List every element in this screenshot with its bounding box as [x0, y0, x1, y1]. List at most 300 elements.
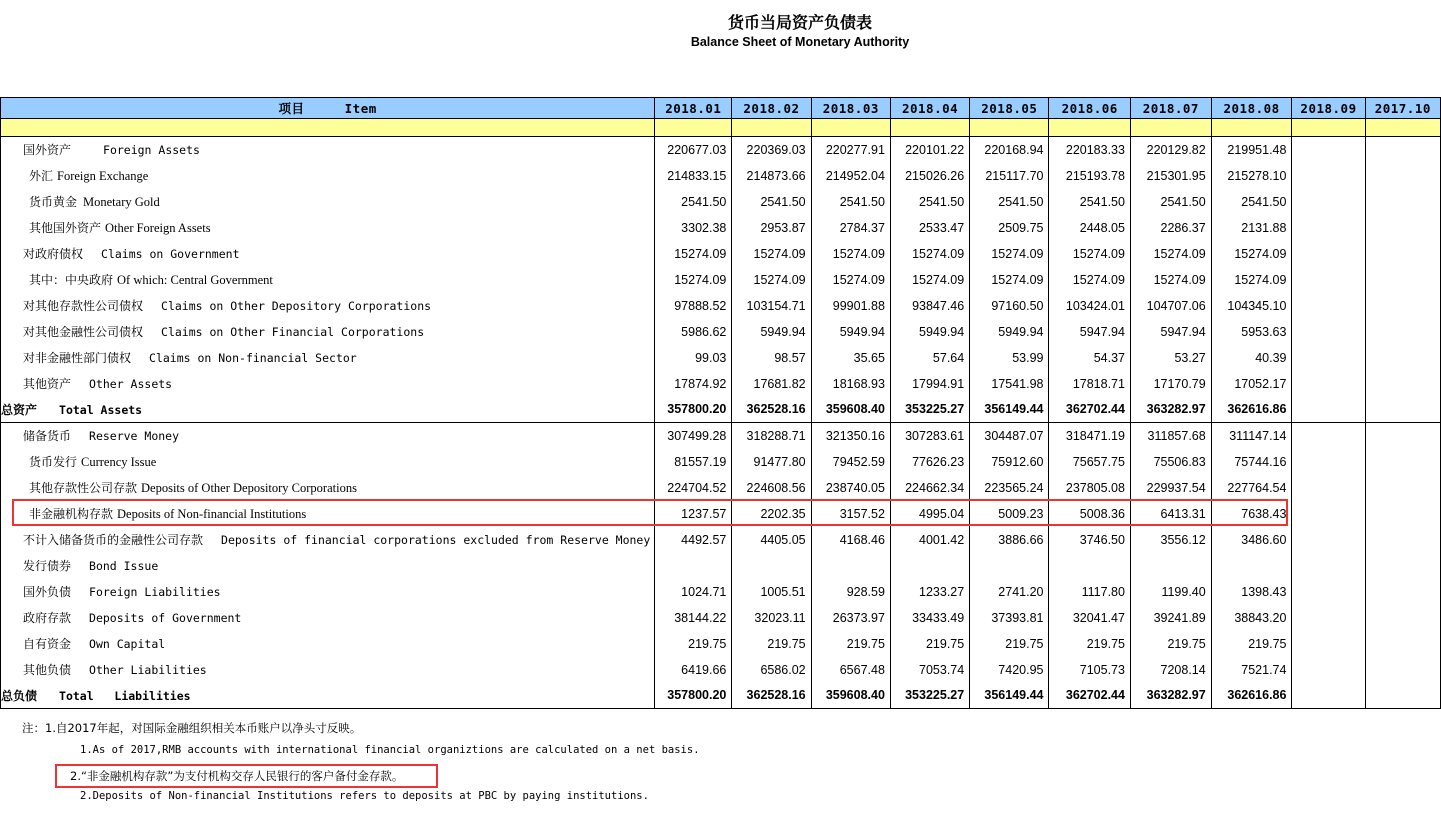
cell-value	[1292, 215, 1365, 241]
row-label-en: Claims on Non-financial Sector	[149, 351, 357, 365]
cell-value	[970, 553, 1049, 579]
cell-value: 237805.08	[1049, 475, 1130, 501]
balance-sheet-table	[0, 97, 1441, 709]
cell-value	[1292, 397, 1365, 423]
cell-value	[1292, 345, 1365, 371]
row-label	[1, 189, 655, 215]
cell-value: 17818.71	[1049, 371, 1130, 397]
cell-value: 220129.82	[1130, 137, 1211, 163]
cell-value: 79452.59	[811, 449, 890, 475]
cell-value: 38843.20	[1211, 605, 1292, 631]
row-label-en: Claims on Other Financial Corporations	[161, 325, 425, 339]
cell-value: 2533.47	[890, 215, 969, 241]
cell-value: 4492.57	[655, 527, 732, 553]
cell-value	[1365, 319, 1440, 345]
cell-value: 32041.47	[1049, 605, 1130, 631]
cell-value	[1292, 449, 1365, 475]
row-label-en: Total Assets	[59, 402, 143, 417]
cell-value: 75657.75	[1049, 449, 1130, 475]
cell-value: 215278.10	[1211, 163, 1292, 189]
cell-value: 2741.20	[970, 579, 1049, 605]
cell-value	[1365, 371, 1440, 397]
cell-value: 4168.46	[811, 527, 890, 553]
cell-value: 97160.50	[970, 293, 1049, 319]
cell-value	[1365, 215, 1440, 241]
cell-value	[1292, 605, 1365, 631]
cell-value	[1211, 553, 1292, 579]
table-row	[1, 683, 1441, 709]
cell-value: 2541.50	[732, 189, 811, 215]
item-header-en: Item	[344, 101, 377, 116]
cell-value: 2131.88	[1211, 215, 1292, 241]
cell-value: 2784.37	[811, 215, 890, 241]
cell-value	[1365, 163, 1440, 189]
cell-value: 15274.09	[1130, 241, 1211, 267]
cell-value: 2541.50	[811, 189, 890, 215]
cell-value: 2509.75	[970, 215, 1049, 241]
cell-value	[1365, 241, 1440, 267]
cell-value	[1365, 189, 1440, 215]
cell-value: 103154.71	[732, 293, 811, 319]
cell-value: 214833.15	[655, 163, 732, 189]
table-row	[1, 579, 1441, 605]
row-label-zh: 总负债	[1, 688, 38, 703]
cell-value: 357800.20	[655, 683, 732, 709]
cell-value: 38144.22	[655, 605, 732, 631]
cell-value	[1365, 449, 1440, 475]
cell-value: 220369.03	[732, 137, 811, 163]
cell-value: 307499.28	[655, 423, 732, 449]
cell-value: 2953.87	[732, 215, 811, 241]
cell-value: 6419.66	[655, 657, 732, 683]
cell-value	[1365, 579, 1440, 605]
row-label-en: Claims on Government	[101, 247, 240, 261]
cell-value	[1365, 345, 1440, 371]
cell-value: 318471.19	[1049, 423, 1130, 449]
cell-value	[1365, 293, 1440, 319]
cell-value: 363282.97	[1130, 683, 1211, 709]
cell-value: 928.59	[811, 579, 890, 605]
cell-value	[1365, 137, 1440, 163]
page-title-en: Balance Sheet of Monetary Authority	[690, 35, 910, 49]
cell-value: 227764.54	[1211, 475, 1292, 501]
cell-value: 304487.07	[970, 423, 1049, 449]
page-title-zh: 货币当局资产负债表	[727, 13, 872, 32]
cell-value: 219.75	[732, 631, 811, 657]
row-label-en: Claims on Other Depository Corporations	[161, 299, 432, 313]
cell-value: 229937.54	[1130, 475, 1211, 501]
cell-value	[1292, 631, 1365, 657]
cell-value: 75506.83	[1130, 449, 1211, 475]
row-label	[1, 267, 655, 293]
cell-value: 5949.94	[811, 319, 890, 345]
cell-value: 362528.16	[732, 683, 811, 709]
yellow-band-row	[1, 119, 1441, 137]
cell-value: 53.27	[1130, 345, 1211, 371]
table-row	[1, 397, 1441, 423]
cell-value: 1233.27	[890, 579, 969, 605]
cell-value: 318288.71	[732, 423, 811, 449]
cell-value	[1292, 189, 1365, 215]
row-label-zh: 其他负债	[23, 663, 72, 677]
cell-value: 15274.09	[890, 267, 969, 293]
table-header-row	[1, 98, 1441, 119]
cell-value	[1365, 605, 1440, 631]
cell-value	[732, 553, 811, 579]
cell-value	[1292, 371, 1365, 397]
cell-value	[1292, 163, 1365, 189]
table-row	[1, 631, 1441, 657]
column-header-item	[1, 98, 655, 119]
cell-value: 15274.09	[890, 241, 969, 267]
table-row	[1, 293, 1441, 319]
cell-value: 311857.68	[1130, 423, 1211, 449]
cell-value: 15274.09	[655, 241, 732, 267]
cell-value	[1365, 553, 1440, 579]
row-label	[1, 423, 655, 449]
cell-value	[1292, 501, 1365, 527]
cell-value: 215026.26	[890, 163, 969, 189]
row-label-zh: 其他国外资产	[29, 221, 102, 235]
cell-value	[1365, 423, 1440, 449]
cell-value: 359608.40	[811, 397, 890, 423]
cell-value: 219.75	[655, 631, 732, 657]
cell-value: 219.75	[811, 631, 890, 657]
cell-value: 214873.66	[732, 163, 811, 189]
item-header-zh: 项目	[278, 101, 305, 116]
cell-value: 224704.52	[655, 475, 732, 501]
row-label	[1, 501, 655, 527]
row-label-zh: 其他资产	[23, 377, 72, 391]
cell-value: 6567.48	[811, 657, 890, 683]
note-1-en: 1.As of 2017,RMB accounts with international financial organiztions are calculated on a net basis.	[80, 744, 700, 756]
cell-value: 356149.44	[970, 683, 1049, 709]
cell-value: 2448.05	[1049, 215, 1130, 241]
row-label	[1, 241, 655, 267]
row-label-en: Foreign Exchange	[57, 169, 149, 183]
cell-value: 215117.70	[970, 163, 1049, 189]
cell-value	[1365, 683, 1440, 709]
cell-value	[1365, 527, 1440, 553]
cell-value: 17994.91	[890, 371, 969, 397]
cell-value: 5949.94	[970, 319, 1049, 345]
row-label	[1, 553, 655, 579]
cell-value: 3886.66	[970, 527, 1049, 553]
cell-value: 219951.48	[1211, 137, 1292, 163]
cell-value: 40.39	[1211, 345, 1292, 371]
cell-value	[1365, 631, 1440, 657]
cell-value: 17681.82	[732, 371, 811, 397]
cell-value: 75912.60	[970, 449, 1049, 475]
cell-value: 3486.60	[1211, 527, 1292, 553]
row-label	[1, 579, 655, 605]
cell-value: 7208.14	[1130, 657, 1211, 683]
cell-value: 7420.95	[970, 657, 1049, 683]
table-row	[1, 345, 1441, 371]
cell-value	[1292, 527, 1365, 553]
row-label-zh: 对其他存款性公司债权	[23, 299, 144, 313]
cell-value: 18168.93	[811, 371, 890, 397]
cell-value	[1365, 267, 1440, 293]
cell-value	[890, 553, 969, 579]
column-header-month: 2018.08	[1211, 98, 1292, 119]
cell-value: 53.99	[970, 345, 1049, 371]
cell-value: 215301.95	[1130, 163, 1211, 189]
row-label	[1, 215, 655, 241]
cell-value: 311147.14	[1211, 423, 1292, 449]
cell-value: 97888.52	[655, 293, 732, 319]
cell-value: 15274.09	[1130, 267, 1211, 293]
column-header-month: 2017.10	[1365, 98, 1440, 119]
cell-value	[1365, 657, 1440, 683]
cell-value: 214952.04	[811, 163, 890, 189]
row-label-zh: 对其他金融性公司债权	[23, 325, 144, 339]
cell-value	[655, 553, 732, 579]
cell-value: 356149.44	[970, 397, 1049, 423]
cell-value: 2541.50	[970, 189, 1049, 215]
cell-value: 91477.80	[732, 449, 811, 475]
cell-value: 33433.49	[890, 605, 969, 631]
cell-value: 7521.74	[1211, 657, 1292, 683]
cell-value	[1292, 293, 1365, 319]
table-row	[1, 605, 1441, 631]
row-label-zh: 货币黄金	[29, 195, 78, 209]
table-row	[1, 449, 1441, 475]
cell-value: 1117.80	[1049, 579, 1130, 605]
cell-value: 99901.88	[811, 293, 890, 319]
row-label-zh: 货币发行	[29, 455, 78, 469]
cell-value: 35.65	[811, 345, 890, 371]
cell-value: 5949.94	[890, 319, 969, 345]
cell-value: 363282.97	[1130, 397, 1211, 423]
cell-value: 362616.86	[1211, 683, 1292, 709]
row-label	[1, 527, 655, 553]
column-header-month: 2018.07	[1130, 98, 1211, 119]
table-row	[1, 371, 1441, 397]
cell-value	[1292, 579, 1365, 605]
row-label	[1, 683, 655, 709]
cell-value: 362702.44	[1049, 397, 1130, 423]
row-label	[1, 345, 655, 371]
cell-value: 2286.37	[1130, 215, 1211, 241]
cell-value: 99.03	[655, 345, 732, 371]
cell-value: 307283.61	[890, 423, 969, 449]
row-label-zh: 总资产	[1, 402, 38, 417]
cell-value: 357800.20	[655, 397, 732, 423]
cell-value: 219.75	[1049, 631, 1130, 657]
cell-value: 220101.22	[890, 137, 969, 163]
cell-value: 6586.02	[732, 657, 811, 683]
cell-value: 7053.74	[890, 657, 969, 683]
cell-value	[1292, 553, 1365, 579]
row-label-zh: 非金融机构存款	[29, 507, 114, 521]
column-header-month: 2018.02	[732, 98, 811, 119]
cell-value: 32023.11	[732, 605, 811, 631]
row-label-en: Currency Issue	[81, 455, 157, 469]
cell-value: 26373.97	[811, 605, 890, 631]
cell-value: 4405.05	[732, 527, 811, 553]
table-row	[1, 163, 1441, 189]
row-label	[1, 605, 655, 631]
cell-value: 353225.27	[890, 683, 969, 709]
cell-value: 220677.03	[655, 137, 732, 163]
row-label-en: Of which: Central Government	[117, 273, 273, 287]
row-label	[1, 657, 655, 683]
row-label-en: Foreign Assets	[103, 143, 200, 158]
cell-value: 353225.27	[890, 397, 969, 423]
row-label	[1, 137, 655, 163]
cell-value: 215193.78	[1049, 163, 1130, 189]
row-label-en: Monetary Gold	[83, 195, 160, 209]
cell-value: 220168.94	[970, 137, 1049, 163]
cell-value: 2541.50	[890, 189, 969, 215]
cell-value: 321350.16	[811, 423, 890, 449]
row-label	[1, 397, 655, 423]
cell-value: 54.37	[1049, 345, 1130, 371]
cell-value: 15274.09	[970, 241, 1049, 267]
cell-value: 224608.56	[732, 475, 811, 501]
cell-value: 98.57	[732, 345, 811, 371]
row-label-zh: 其中：中央政府	[29, 273, 114, 287]
cell-value	[1292, 137, 1365, 163]
cell-value: 224662.34	[890, 475, 969, 501]
cell-value: 2541.50	[1049, 189, 1130, 215]
cell-value	[1292, 657, 1365, 683]
table-row	[1, 657, 1441, 683]
cell-value: 219.75	[1130, 631, 1211, 657]
row-label-en: Deposits of Other Depository Corporations	[141, 481, 357, 495]
table-row	[1, 423, 1441, 449]
cell-value: 15274.09	[732, 267, 811, 293]
cell-value: 5009.23	[970, 501, 1049, 527]
cell-value: 104345.10	[1211, 293, 1292, 319]
cell-value	[811, 553, 890, 579]
note-1-zh: 注：1.自2017年起，对国际金融组织相关本币账户以净头寸反映。	[22, 721, 362, 735]
cell-value: 5953.63	[1211, 319, 1292, 345]
table-row	[1, 241, 1441, 267]
column-header-month: 2018.04	[890, 98, 969, 119]
row-label-en: Other Assets	[89, 377, 173, 391]
cell-value	[1365, 397, 1440, 423]
column-header-month: 2018.09	[1292, 98, 1365, 119]
cell-value: 39241.89	[1130, 605, 1211, 631]
row-label-zh: 对非金融性部门债权	[23, 351, 132, 365]
cell-value: 362616.86	[1211, 397, 1292, 423]
cell-value	[1130, 553, 1211, 579]
note-2-zh: 2.“非金融机构存款”为支付机构交存人民银行的客户备付金存款。	[70, 769, 404, 783]
cell-value: 5949.94	[732, 319, 811, 345]
table-row	[1, 553, 1441, 579]
cell-value: 3746.50	[1049, 527, 1130, 553]
row-label-en: Bond Issue	[89, 559, 159, 573]
table-row	[1, 527, 1441, 553]
cell-value: 1005.51	[732, 579, 811, 605]
cell-value: 359608.40	[811, 683, 890, 709]
cell-value: 5008.36	[1049, 501, 1130, 527]
table-row	[1, 319, 1441, 345]
cell-value: 4001.42	[890, 527, 969, 553]
cell-value: 2202.35	[732, 501, 811, 527]
cell-value: 77626.23	[890, 449, 969, 475]
cell-value: 103424.01	[1049, 293, 1130, 319]
cell-value: 7105.73	[1049, 657, 1130, 683]
cell-value: 1237.57	[655, 501, 732, 527]
cell-value: 57.64	[890, 345, 969, 371]
column-header-month: 2018.05	[970, 98, 1049, 119]
cell-value: 238740.05	[811, 475, 890, 501]
table-row	[1, 215, 1441, 241]
cell-value: 3556.12	[1130, 527, 1211, 553]
table-row	[1, 475, 1441, 501]
cell-value: 15274.09	[811, 267, 890, 293]
row-label-zh: 其他存款性公司存款	[29, 481, 138, 495]
cell-value: 2541.50	[1130, 189, 1211, 215]
cell-value	[1292, 241, 1365, 267]
row-label-zh: 自有资金	[23, 637, 72, 651]
cell-value: 220277.91	[811, 137, 890, 163]
note-2-en: 2.Deposits of Non-financial Institutions refers to deposits at PBC by paying institutions.	[80, 790, 649, 802]
row-label	[1, 293, 655, 319]
cell-value: 1398.43	[1211, 579, 1292, 605]
row-label	[1, 449, 655, 475]
row-label-zh: 储备货币	[23, 429, 72, 444]
cell-value: 15274.09	[1049, 241, 1130, 267]
cell-value: 220183.33	[1049, 137, 1130, 163]
cell-value: 2541.50	[1211, 189, 1292, 215]
row-label	[1, 475, 655, 501]
cell-value: 15274.09	[732, 241, 811, 267]
cell-value: 362702.44	[1049, 683, 1130, 709]
cell-value	[1292, 683, 1365, 709]
cell-value: 104707.06	[1130, 293, 1211, 319]
row-label-en: Total Liabilities	[59, 688, 191, 703]
cell-value: 17170.79	[1130, 371, 1211, 397]
cell-value: 3302.38	[655, 215, 732, 241]
column-header-month: 2018.06	[1049, 98, 1130, 119]
cell-value: 15274.09	[970, 267, 1049, 293]
table-row	[1, 501, 1441, 527]
row-label-en: Foreign Liabilities	[89, 585, 221, 599]
cell-value: 17541.98	[970, 371, 1049, 397]
cell-value: 1024.71	[655, 579, 732, 605]
row-label	[1, 371, 655, 397]
cell-value: 3157.52	[811, 501, 890, 527]
row-label-en: Own Capital	[89, 637, 166, 651]
cell-value: 7638.43	[1211, 501, 1292, 527]
cell-value	[1292, 475, 1365, 501]
cell-value: 5947.94	[1130, 319, 1211, 345]
cell-value: 81557.19	[655, 449, 732, 475]
table-row	[1, 137, 1441, 163]
cell-value: 37393.81	[970, 605, 1049, 631]
cell-value: 15274.09	[1049, 267, 1130, 293]
row-label-zh: 国外资产	[23, 143, 72, 158]
row-label-zh: 国外负债	[23, 585, 72, 599]
cell-value: 15274.09	[655, 267, 732, 293]
column-header-month: 2018.01	[655, 98, 732, 119]
row-label	[1, 319, 655, 345]
row-label-zh: 对政府债权	[23, 247, 84, 261]
cell-value: 4995.04	[890, 501, 969, 527]
cell-value	[1365, 475, 1440, 501]
column-header-month: 2018.03	[811, 98, 890, 119]
cell-value: 17874.92	[655, 371, 732, 397]
row-label-zh: 外汇	[29, 169, 54, 183]
row-label	[1, 163, 655, 189]
cell-value: 75744.16	[1211, 449, 1292, 475]
cell-value: 6413.31	[1130, 501, 1211, 527]
row-label-en: Deposits of Government	[89, 611, 242, 625]
